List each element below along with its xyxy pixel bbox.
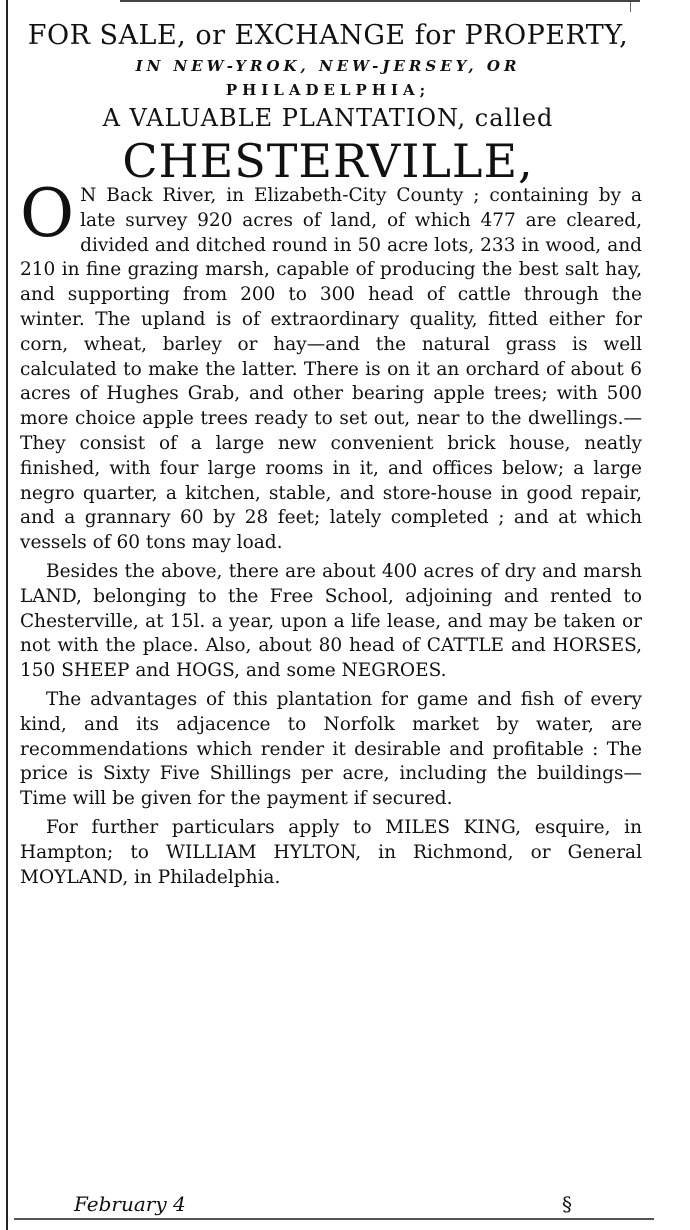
headline-plantation: A VALUABLE PLANTATION, called xyxy=(102,104,554,132)
column-rule-top xyxy=(120,0,640,2)
ad-date: February 4 xyxy=(74,1192,186,1216)
drop-cap: O xyxy=(20,175,75,252)
ad-body xyxy=(20,175,642,890)
column-rule-left xyxy=(6,0,8,1230)
paragraph-contacts: For further particulars apply to MILES KING, esquire, in Hampton; to WILLIAM HYLTON, in Richmond, or General MOYLAND, in Philadelphia. xyxy=(20,816,642,888)
headline-sale: FOR SALE, or EXCHANGE for PROPERTY, xyxy=(27,20,629,51)
paragraph-description xyxy=(20,175,642,556)
headline-chesterville: CHESTERVILLE, xyxy=(122,134,534,188)
paragraph-advantages: The advantages of this plantation for game and fish of every kind, and its adjacence to Norfolk market by water, are recommendations which render it desirable and profitable : The price is Sixty Five Shillings per acre, including the buildings—Time will be given for the payment if secured. xyxy=(20,688,642,810)
column-rule-bottom xyxy=(14,1218,654,1220)
paragraph-additional-land: Besides the above, there are about 400 acres of dry and marsh LAND, belonging to the Free School, adjoining and rented to Chesterville, at 15l. a year, upon a life lease, and may be taken or not with the place. Also, about 80 head of CATTLE and HORSES, 150 SHEEP and HOGS, and some NEGROES. xyxy=(20,560,642,682)
headline-locations: IN NEW-YROK, NEW-JERSEY, OR xyxy=(135,57,521,75)
headline-philadelphia: PHILADELPHIA; xyxy=(225,81,431,99)
ad-header xyxy=(18,18,638,188)
margin-tick xyxy=(630,2,639,12)
section-mark: § xyxy=(562,1192,572,1216)
paragraph-description-text: N Back River, in Elizabeth-City County ; containing by a late survey 920 acres of land, of which 477 are cleared, divided and ditched round in 50 acre lots, 233 in wood, and 210 in fine grazing marsh, capable of producing the best salt hay, and supporting from 200 to 300 head of cattle through the winter. The upland is of extraordinary quality, fitted either for corn, wheat, barley or hay—and the natural grass is well calculated to make the latter. There is on it an orchard of about 6 acres of Hughes Grab, and other bearing apple trees; with 500 more choice apple trees ready to set out, near to the dwellings.—They consist of a large new convenient brick house, neatly finished, with four large rooms in it, and offices below; a large negro quarter, a kitchen, stable, and store-house in good repair, and a grannary 60 by 28 feet; lately completed ; and at which vessels of 60 tons may load. xyxy=(20,185,642,554)
